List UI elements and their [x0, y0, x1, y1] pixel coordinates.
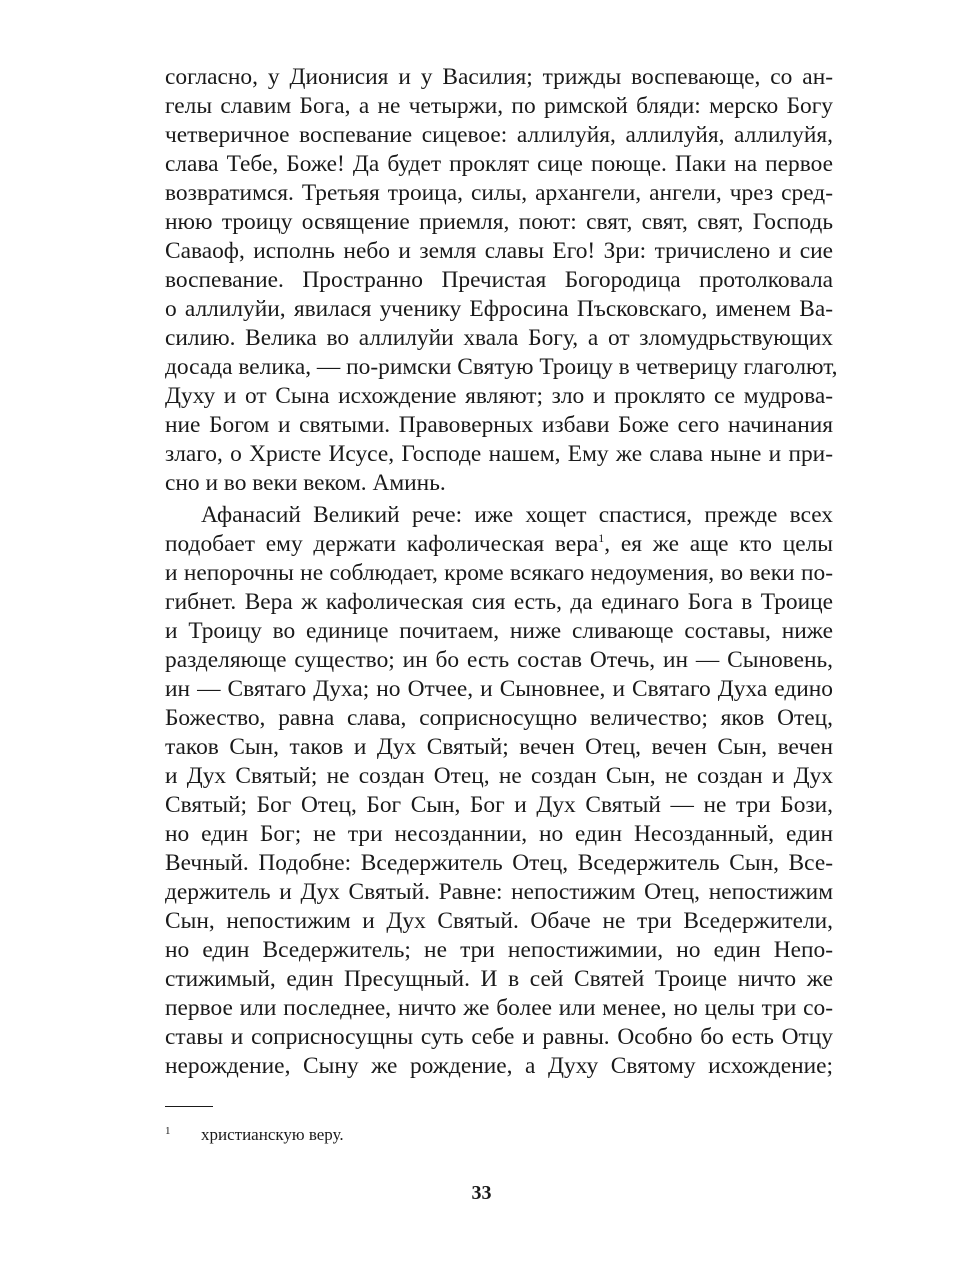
text-line: стижимый, един Пресущный. И в сей Святей Троице ничто же — [165, 966, 833, 992]
text-line: и Троицу во единице почитаем, ниже сливающе составы, ниже — [165, 618, 833, 644]
text-line: слава Тебе, Боже! Да будет проклят сице поюще. Паки на первое — [165, 151, 833, 177]
text-line: нерождение, Сыну же рождение, а Духу Святому исхождение; — [165, 1053, 833, 1079]
footnote-marker[interactable]: 1 — [598, 531, 605, 545]
text-line: разделяюще существо; ин бо есть состав Отечь, ин — Сыновень, — [165, 647, 833, 673]
text-line: но един Бог; не три несозданнии, но един Несозданный, един — [165, 821, 833, 847]
text-line: злаго, о Христе Исусе, Господе нашем, Ему же слава ныне и при- — [165, 441, 833, 467]
footnote — [165, 1120, 344, 1146]
footnote-text: христианскую веру. — [201, 1125, 344, 1144]
footnote-number: 1 — [165, 1125, 171, 1137]
text-line: о аллилуйи, явилася ученику Ефросина Пъсковскаго, именем Ва- — [165, 296, 833, 322]
text-line: Саваоф, исполнь небо и земля славы Его! Зри: тричислено и сие — [165, 238, 833, 264]
text-line: Святый; Бог Отец, Бог Сын, Бог и Дух Святый — не три Бози, — [165, 792, 833, 818]
text-line: Духу и от Сына исхождение являют; зло и проклято се мудрова- — [165, 383, 833, 409]
text-line: ние Богом и святыми. Правоверных избави Боже сего начинания — [165, 412, 833, 438]
text-line: гибнет. Вера ж кафолическая сия есть, да единаго Бога в Троице — [165, 589, 833, 615]
text-line: Божество, равна слава, соприсносущно величество; яков Отец, — [165, 705, 833, 731]
text-line: нюю троицу освящение приемля, поют: свят, свят, свят, Господь — [165, 209, 833, 235]
footnote-separator — [165, 1106, 213, 1107]
text-line: и непорочны не соблюдает, кроме всякаго недоумения, во веки по- — [165, 560, 833, 586]
text-line: таков Сын, таков и Дух Святый; вечен Отец, вечен Сын, вечен — [165, 734, 833, 760]
text-line: силию. Велика во аллилуйи хвала Богу, а от зломудрьствующих — [165, 325, 833, 351]
paragraph-1 — [165, 63, 838, 498]
text-line: первое или последнее, ничто же более или менее, но целы три со- — [165, 995, 833, 1021]
text-line: и Дух Святый; не создан Отец, не создан Сын, не создан и Дух — [165, 763, 833, 789]
text-line: Афанасий Великий рече: иже хощет спастися, прежде всех — [201, 502, 833, 528]
text-line: сно и во веки веком. Аминь. — [165, 470, 446, 496]
paragraph-2 — [165, 501, 833, 1081]
text-line: держитель и Дух Святый. Равне: непостижим Отец, непостижим — [165, 879, 833, 905]
text-line: Сын, непостижим и Дух Святый. Обаче не три Вседержители, — [165, 908, 833, 934]
text-line: согласно, у Дионисия и у Василия; трижды воспевающе, со ан- — [165, 64, 833, 90]
text-line: но един Вседержитель; не три непостижимии, но един Непо- — [165, 937, 833, 963]
text-line: Вечный. Подобне: Вседержитель Отец, Вседержитель Сын, Все- — [165, 850, 833, 876]
text-line: досада велика, — по-римски Святую Троицу в четверицу глаголют, — [165, 354, 838, 380]
text-line: гелы славим Бога, а не четыржи, по римской бляди: мерско Богу — [165, 93, 833, 119]
text-line: ставы и соприсносущны суть себе и равны. Особно бо есть Отцу — [165, 1024, 833, 1050]
text-line: четверичное воспевание сицевое: аллилуйя, аллилуйя, аллилуйя, — [165, 122, 833, 148]
text-line: ин — Святаго Духа; но Отчее, и Сыновнее, и Святаго Духа едино — [165, 676, 833, 702]
text-line: подобает ему держати кафолическая вера$^1$, ея же аще кто целы — [165, 531, 833, 557]
text-line: воспевание. Пространно Пречистая Богородица протолковала — [165, 267, 833, 293]
text-line: возвратимся. Третьяя троица, силы, архангели, ангели, чрез сред- — [165, 180, 833, 206]
page-number: 33 — [471, 1182, 492, 1204]
